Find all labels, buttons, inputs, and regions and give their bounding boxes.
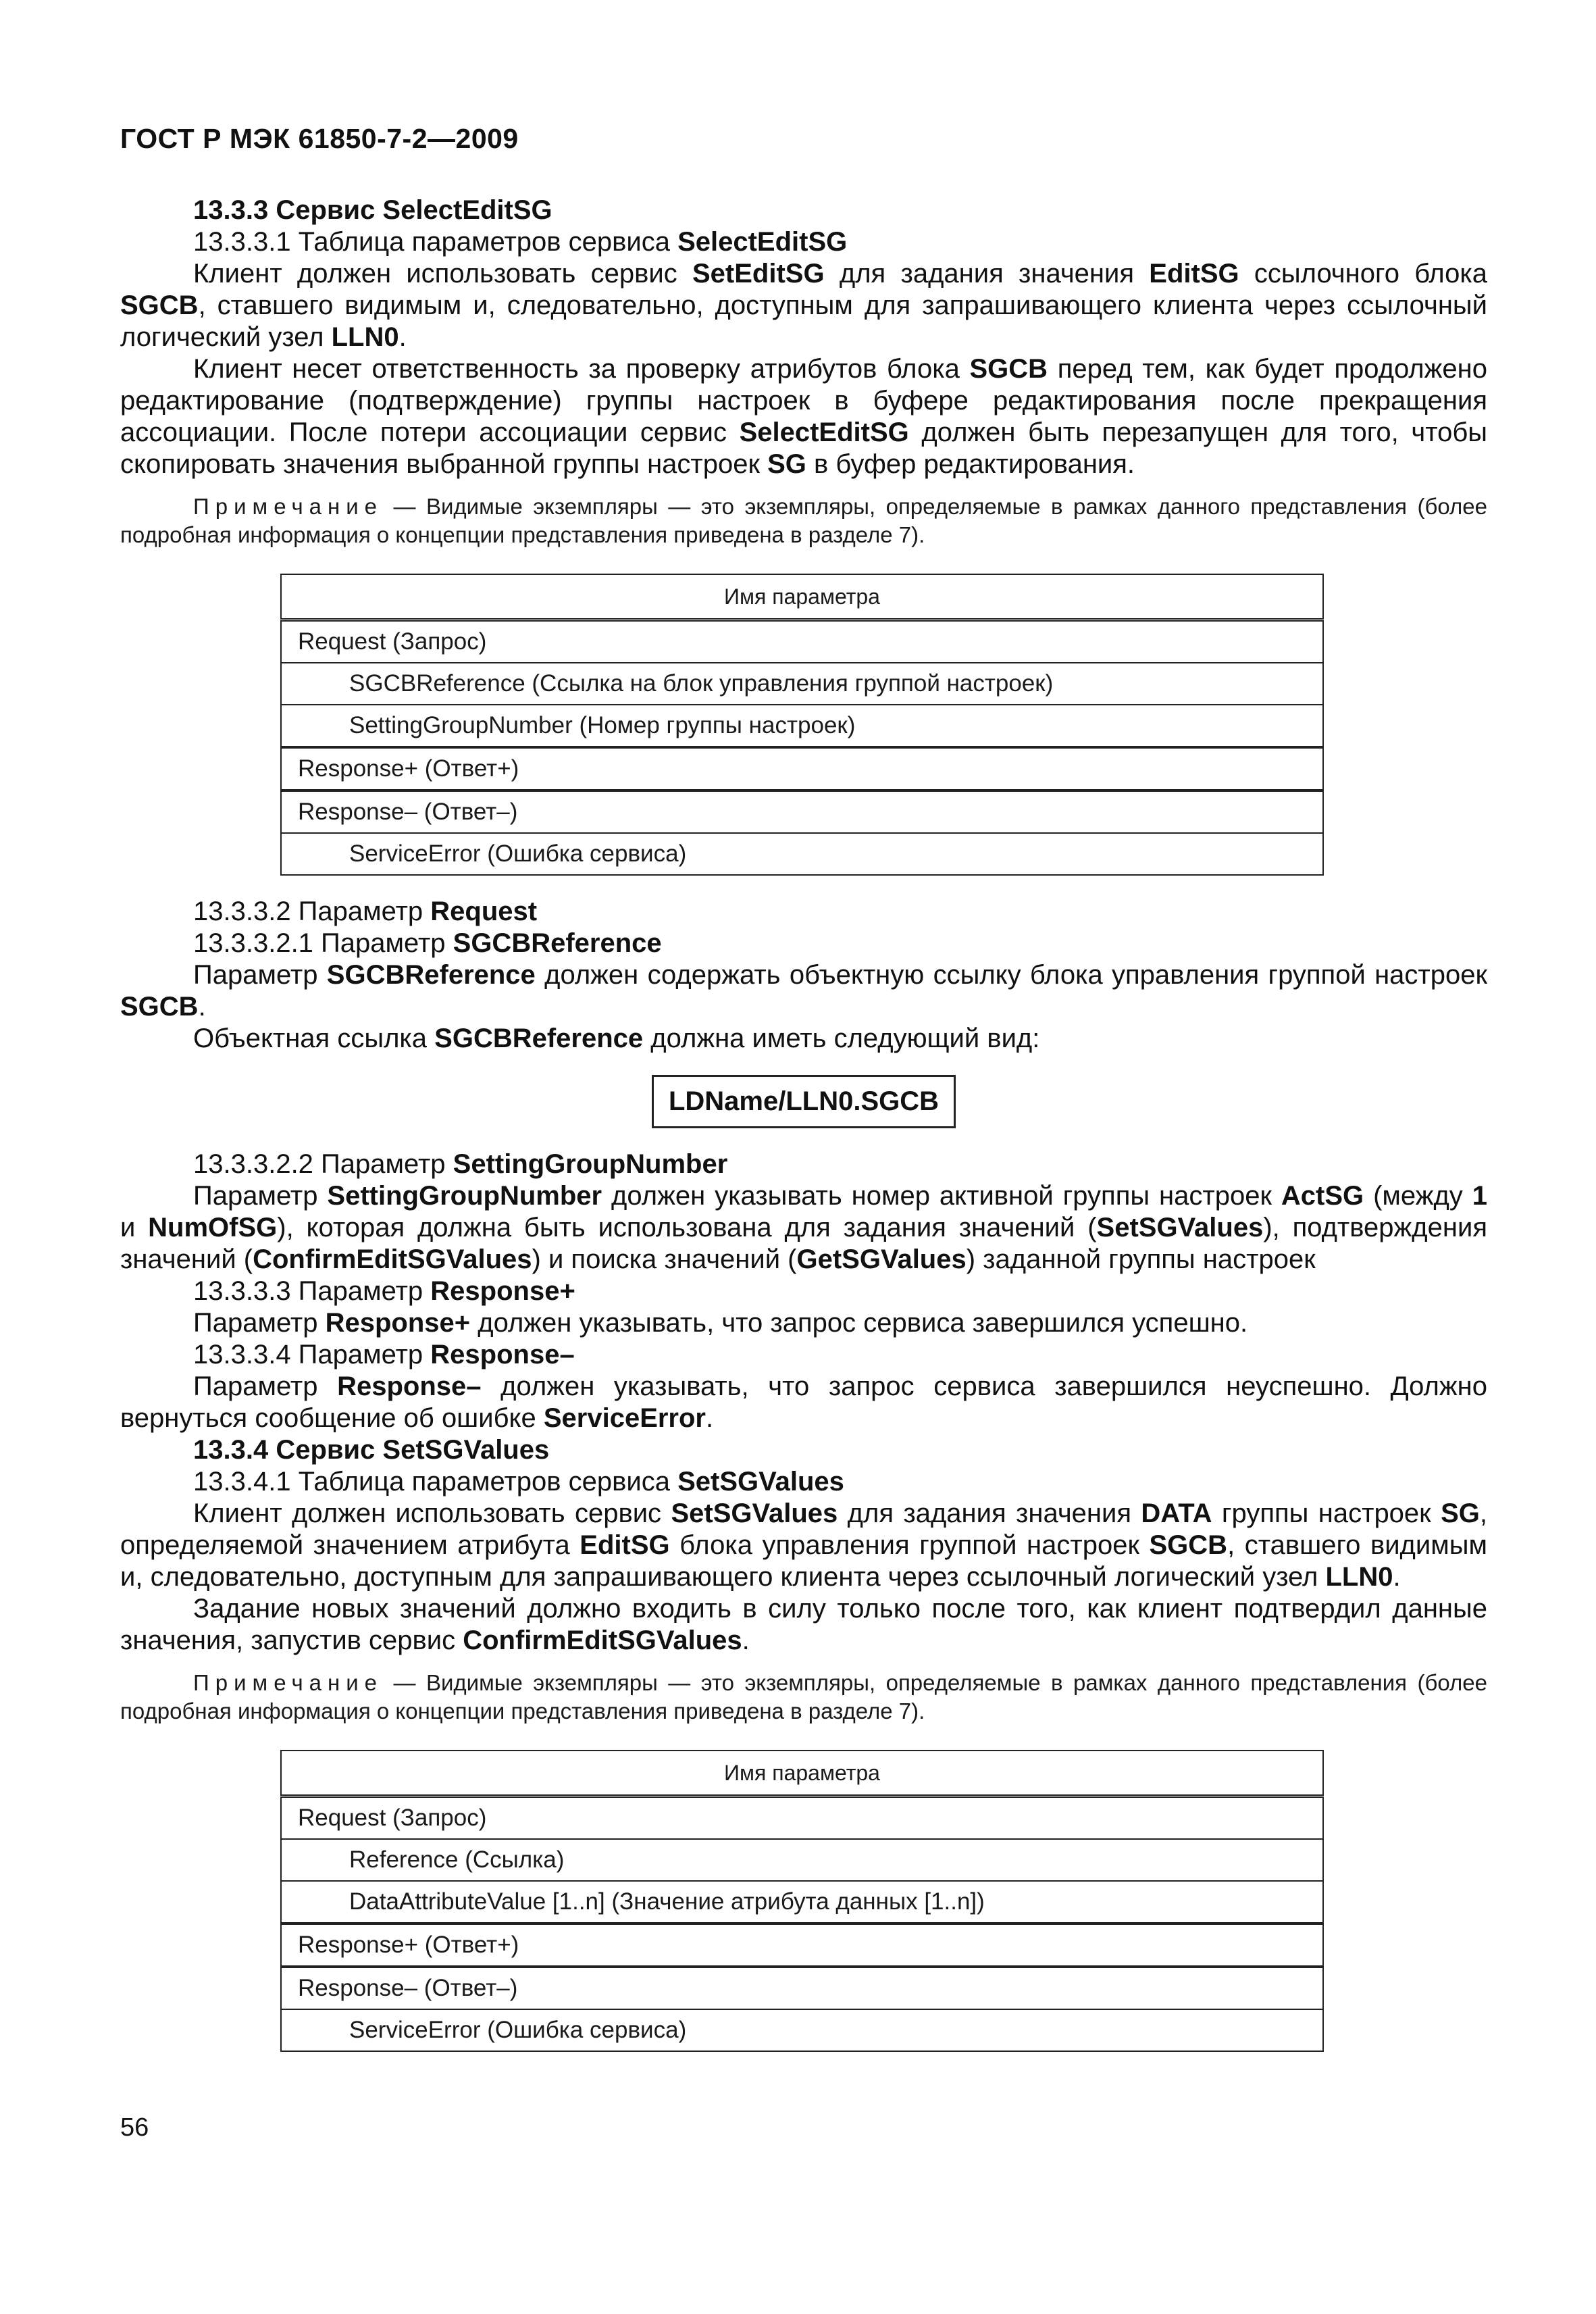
subsection-heading: 13.3.3.3 Параметр Response+: [193, 1276, 575, 1306]
reference-format-box: LDName/LLN0.SGCB: [652, 1075, 956, 1128]
paragraph: Параметр SettingGroupNumber должен указывать номер активной группы настроек ActSG (между 1 и NumOfSG), которая должна быть использована для задания значений (SetSGValues), подтверждения значений (ConfirmEditSGValues) и поиска значений (GetSGValues) заданной группы настроек: [120, 1181, 1487, 1274]
subsection-heading: 13.3.3.2.2 Параметр SettingGroupNumber: [193, 1149, 728, 1179]
subsection-heading: 13.3.4.1 Таблица параметров сервиса SetSGValues: [193, 1467, 844, 1496]
note: Примечание — Видимые экземпляры — это экземпляры, определяемые в рамках данного представления (более подробная информация о концепции представления приведена в разделе 7).: [120, 1670, 1487, 1724]
parameter-table: [280, 1750, 1324, 2052]
paragraph: Клиент должен использовать сервис SetSGValues для задания значения DATA группы настроек SG, определяемой значением атрибута EditSG блока управления группой настроек SGCB, ставшего видимым и, следовательно, доступным для запрашивающего клиента через ссылочный логический узел LLN0.: [120, 1499, 1487, 1592]
table-row: DataAttributeValue [1..n] (Значение атрибута данных [1..n]): [281, 1881, 1323, 1923]
table-row: Response+ (Ответ+): [281, 1923, 1323, 1967]
paragraph: Клиент несет ответственность за проверку атрибутов блока SGCB перед тем, как будет продолжено редактирование (подтверждение) группы настроек в буфере редактирования после прекращения ассоциации. После потери ассоциации сервис SelectEditSG должен быть перезапущен для того, чтобы скопировать значения выбранной группы настроек SG в буфер редактирования.: [120, 354, 1487, 479]
table-row: Response+ (Ответ+): [281, 747, 1323, 790]
table-row: SGCBReference (Ссылка на блок управления группой настроек): [281, 663, 1323, 705]
subsection-heading: 13.3.3.2 Параметр Request: [193, 897, 538, 926]
paragraph: Параметр Response– должен указывать, что запрос сервиса завершился неуспешно. Должно вернуться сообщение об ошибке ServiceError.: [120, 1372, 1487, 1433]
table-row: ServiceError (Ошибка сервиса): [281, 2009, 1323, 2051]
note: Примечание — Видимые экземпляры — это экземпляры, определяемые в рамках данного представления (более подробная информация о концепции представления приведена в разделе 7).: [120, 494, 1487, 547]
table-header: Имя параметра: [281, 1751, 1323, 1796]
subsection-heading: 13.3.3.4 Параметр Response–: [193, 1340, 575, 1369]
table-row: Response– (Ответ–): [281, 1967, 1323, 2009]
table-header: Имя параметра: [281, 574, 1323, 620]
section-heading: 13.3.3 Сервис SelectEditSG: [193, 195, 552, 225]
table-row: SettingGroupNumber (Номер группы настроек): [281, 705, 1323, 747]
page-number: 56: [120, 2113, 149, 2142]
subsection-heading: 13.3.3.2.1 Параметр SGCBReference: [193, 928, 662, 958]
table-row: Request (Запрос): [281, 620, 1323, 663]
paragraph: Параметр SGCBReference должен содержать объектную ссылку блока управления группой настроек SGCB.: [120, 960, 1487, 1022]
table-row: Response– (Ответ–): [281, 790, 1323, 833]
paragraph: Объектная ссылка SGCBReference должна иметь следующий вид:: [193, 1024, 1040, 1053]
table-row: Reference (Ссылка): [281, 1839, 1323, 1881]
paragraph: Параметр Response+ должен указывать, что запрос сервиса завершился успешно.: [193, 1308, 1248, 1338]
page-content: [120, 195, 1487, 2052]
parameter-table: [280, 574, 1324, 876]
table-row: Request (Запрос): [281, 1796, 1323, 1840]
section-heading: 13.3.4 Сервис SetSGValues: [193, 1435, 550, 1465]
table-row: ServiceError (Ошибка сервиса): [281, 833, 1323, 875]
reference-format-box-wrapper: [120, 1075, 1487, 1128]
paragraph: Клиент должен использовать сервис SetEditSG для задания значения EditSG ссылочного блока SGCB, ставшего видимым и, следовательно, доступным для запрашивающего клиента через ссылочный логический узел LLN0.: [120, 259, 1487, 352]
document-header: ГОСТ Р МЭК 61850-7-2—2009: [120, 123, 519, 154]
subsection-heading: 13.3.3.1 Таблица параметров сервиса SelectEditSG: [193, 227, 848, 257]
paragraph: Задание новых значений должно входить в силу только после того, как клиент подтвердил данные значения, запустив сервис ConfirmEditSGValues.: [120, 1594, 1487, 1655]
